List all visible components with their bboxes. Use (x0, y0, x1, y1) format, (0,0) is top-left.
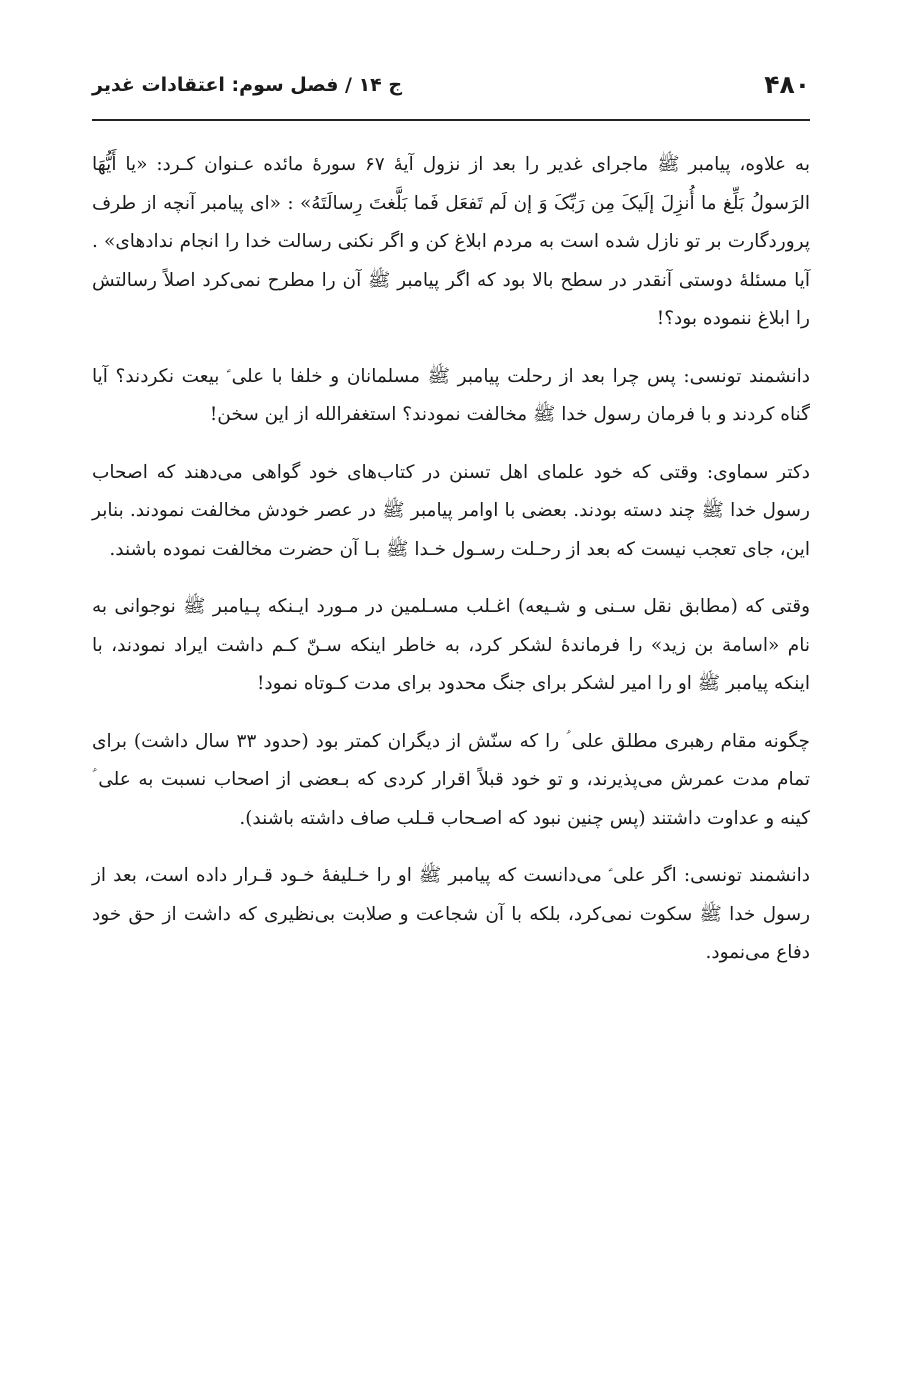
page-number: ۴۸۰ (764, 70, 810, 99)
paragraph-5: چگونه مقام رهبری مطلق علی ؑ را که سنّش از دیگران کمتر بود (حدود ۳۳ سال داشت) برای تمام مدت عمرش می‌پذیرند، و تو خود قبلاً اقرار کردی که بـعضی از اصحاب نسبت به علی ؑ کینه و عداوت داشتند (پس چنین نبود که اصـحاب قـلب صاف داشته باشند). (92, 730, 810, 829)
page-header (92, 62, 810, 120)
paragraph-2: دانشمند تونسی: پس چرا بعد از رحلت پیامبر ﷺ مسلمانان و خلفا با علی ؑ بیعت نکردند؟ آیا گناه کردند و با فرمان رسول خدا ﷺ مخالفت نمودند؟ استغفرالله از این سخن! (92, 365, 810, 425)
paragraph-3: دکتر سماوی: وقتی که خود علمای اهل تسنن در کتاب‌های خود گواهی می‌دهند که اصحاب رسول خدا ﷺ چند دسته بودند. بعضی با اوامر پیامبر ﷺ در عصر خودش مخالفت نمودند. بنابر این، جای تعجب نیست که بعد از رحـلت رسـول خـدا ﷺ بـا آن حضرت مخالفت نموده باشند. (92, 461, 810, 560)
paragraph-1: به علاوه، پیامبر ﷺ ماجرای غدیر را بعد از نزول آیهٔ ۶۷ سورهٔ مائده عـنوان کـرد: «یا أَیُّهَا الرَسولُ بَلِّغ ما أُنزِلَ إلَیکَ مِن رَبِّکَ وَ إن لَم تَفعَل فَما بَلَّغتَ رِسالَتَهُ» : «ای پیامبر آنچه از طرف پروردگارت بر تو نازل شده است به مردم ابلاغ کن و اگر نکنی رسالت خدا را انجام ندادهای» . آیا مسئلهٔ دوستی آنقدر در سطح بالا بود که اگر پیامبر ﷺ آن را مطرح نمی‌کرد اصلاً رسالتش را ابلاغ ننموده بود؟! (92, 154, 810, 329)
running-head: ج ۱۴ / فصل سوم: اعتقادات غدیر (92, 74, 403, 96)
paragraph-4: وقتی که (مطابق نقل سـنی و شـیعه) اغـلب مسـلمین در مـورد ایـنکه پـیامبر ﷺ نوجوانی به نام «اسامة بن زید» را فرماندهٔ لشکر کرد، به خاطر اینکه سـنّ کـم داشت ایراد نمودند، با اینکه پیامبر ﷺ او را امیر لشکر برای جنگ محدود برای مدت کـوتاه نمود! (92, 596, 810, 694)
paragraph-6: دانشمند تونسی: اگر علی ؑ می‌دانست که پیامبر ﷺ او را خـلیفهٔ خـود قـرار داده است، بعد از رسول خدا ﷺ سکوت نمی‌کرد، بلکه با آن شجاعت و صلابت بی‌نظیری که داشت از حق خود دفاع می‌نمود. (92, 865, 810, 963)
body-text (92, 146, 810, 992)
header-rule (92, 119, 810, 121)
